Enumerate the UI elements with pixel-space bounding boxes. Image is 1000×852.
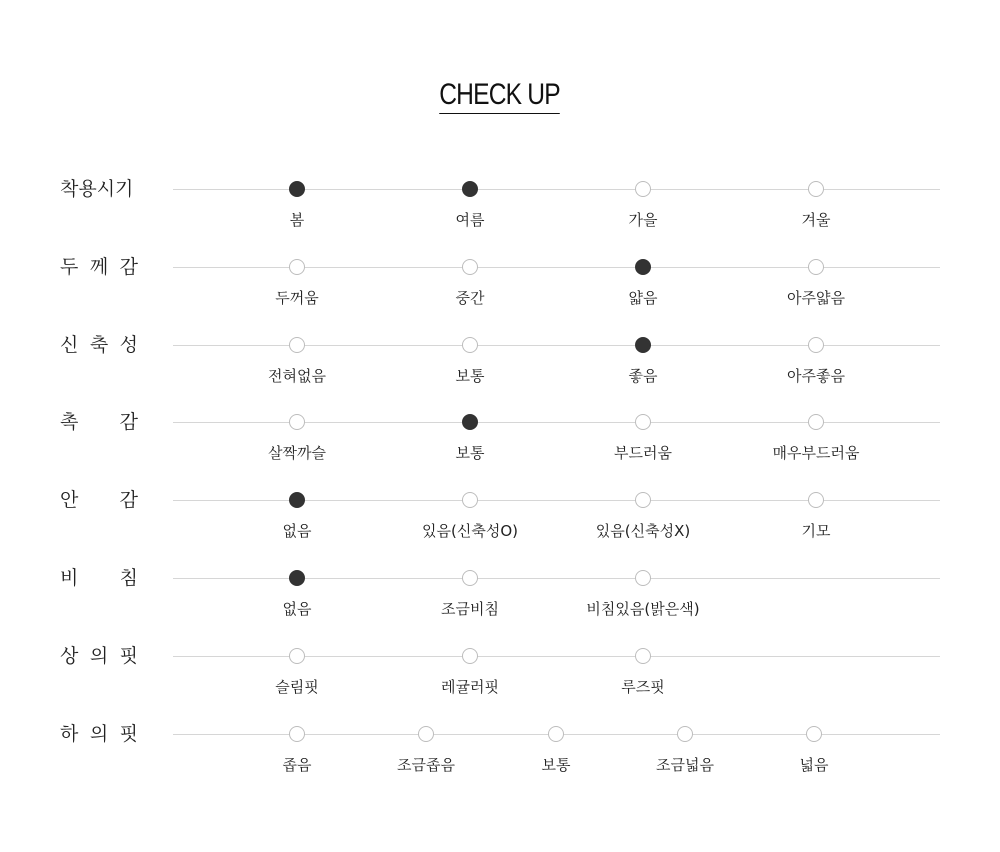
option-label: 살짝까슬	[268, 444, 326, 462]
option-dot[interactable]	[635, 492, 651, 508]
option-dot[interactable]	[806, 726, 822, 742]
option-label: 있음(신축성O)	[422, 522, 518, 540]
option-dot[interactable]	[808, 181, 824, 197]
option-dot-selected[interactable]	[462, 414, 478, 430]
option-label: 넓음	[799, 756, 829, 774]
option-label: 조금좁음	[397, 756, 455, 774]
option-dot-selected[interactable]	[635, 337, 651, 353]
row-label-char: 핏	[119, 723, 138, 745]
row-label-char: 감	[119, 489, 138, 511]
option-label: 여름	[455, 211, 485, 229]
checkup-row	[0, 645, 1000, 726]
option-label: 전혀없음	[268, 367, 326, 385]
row-label-char: 착용시기	[60, 178, 134, 200]
option-dot[interactable]	[289, 259, 305, 275]
option-label: 보통	[455, 444, 485, 462]
option-label: 조금넓음	[656, 756, 714, 774]
page-title	[0, 74, 1000, 114]
option-dot[interactable]	[462, 337, 478, 353]
option-dot[interactable]	[808, 259, 824, 275]
row-label-char: 께	[89, 256, 109, 278]
row-label	[60, 332, 138, 358]
option-label: 없음	[282, 522, 312, 540]
row-label	[60, 176, 138, 202]
checkup-row	[0, 567, 1000, 648]
option-dot-selected[interactable]	[289, 492, 305, 508]
row-label	[60, 409, 138, 435]
row-label	[60, 254, 138, 280]
option-label: 기모	[801, 522, 831, 540]
row-label-char: 촉	[60, 411, 79, 433]
row-label-char: 핏	[119, 645, 138, 667]
option-label: 좁음	[282, 756, 312, 774]
checkup-row	[0, 411, 1000, 492]
option-label: 레귤러핏	[441, 678, 499, 696]
option-label: 조금비침	[441, 600, 499, 618]
option-dot[interactable]	[808, 414, 824, 430]
option-label: 봄	[289, 211, 305, 229]
page-title-text: CHECK UP	[440, 78, 561, 114]
option-label: 슬림핏	[275, 678, 319, 696]
row-label-char: 성	[119, 334, 138, 356]
option-label: 루즈핏	[621, 678, 665, 696]
option-dot[interactable]	[462, 492, 478, 508]
option-dot[interactable]	[635, 181, 651, 197]
checkup-row	[0, 256, 1000, 337]
row-label	[60, 643, 138, 669]
option-label: 비침있음(밝은색)	[586, 600, 700, 618]
checkup-row	[0, 178, 1000, 259]
row-label-char: 감	[119, 411, 138, 433]
option-dot-selected[interactable]	[289, 570, 305, 586]
option-label: 없음	[282, 600, 312, 618]
row-label-char: 안	[60, 489, 79, 511]
option-label: 보통	[455, 367, 485, 385]
row-label-char: 의	[89, 645, 109, 667]
row-label	[60, 565, 138, 591]
option-dot[interactable]	[635, 648, 651, 664]
row-label	[60, 721, 138, 747]
row-label-char: 의	[89, 723, 109, 745]
option-dot[interactable]	[808, 337, 824, 353]
option-dot[interactable]	[289, 726, 305, 742]
option-label: 있음(신축성X)	[595, 522, 691, 540]
option-dot-selected[interactable]	[289, 181, 305, 197]
option-label: 아주얇음	[787, 289, 845, 307]
option-dot[interactable]	[677, 726, 693, 742]
row-label-char: 비	[60, 567, 79, 589]
option-dot-selected[interactable]	[635, 259, 651, 275]
option-dot-selected[interactable]	[462, 181, 478, 197]
row-label-char: 침	[119, 567, 138, 589]
option-label: 가을	[628, 211, 658, 229]
option-dot[interactable]	[548, 726, 564, 742]
option-label: 두꺼움	[275, 289, 319, 307]
row-label	[60, 487, 138, 513]
row-label-char: 감	[119, 256, 138, 278]
option-label: 얇음	[628, 289, 658, 307]
checkup-row	[0, 334, 1000, 415]
option-dot[interactable]	[289, 648, 305, 664]
row-label-char: 상	[60, 645, 79, 667]
option-dot[interactable]	[462, 648, 478, 664]
row-label-char: 신	[60, 334, 79, 356]
option-dot[interactable]	[418, 726, 434, 742]
checkup-row	[0, 489, 1000, 570]
option-dot[interactable]	[462, 259, 478, 275]
checkup-row	[0, 723, 1000, 804]
row-label-char: 두	[60, 256, 79, 278]
option-dot[interactable]	[635, 570, 651, 586]
option-dot[interactable]	[289, 337, 305, 353]
option-dot[interactable]	[462, 570, 478, 586]
option-label: 중간	[455, 289, 485, 307]
option-label: 좋음	[628, 367, 658, 385]
option-label: 부드러움	[614, 444, 672, 462]
row-label-char: 축	[89, 334, 109, 356]
row-label-char: 하	[60, 723, 79, 745]
option-dot[interactable]	[635, 414, 651, 430]
option-label: 보통	[541, 756, 571, 774]
option-label: 아주좋음	[787, 367, 845, 385]
option-dot[interactable]	[808, 492, 824, 508]
option-label: 겨울	[801, 211, 831, 229]
option-dot[interactable]	[289, 414, 305, 430]
option-label: 매우부드러움	[772, 444, 860, 462]
